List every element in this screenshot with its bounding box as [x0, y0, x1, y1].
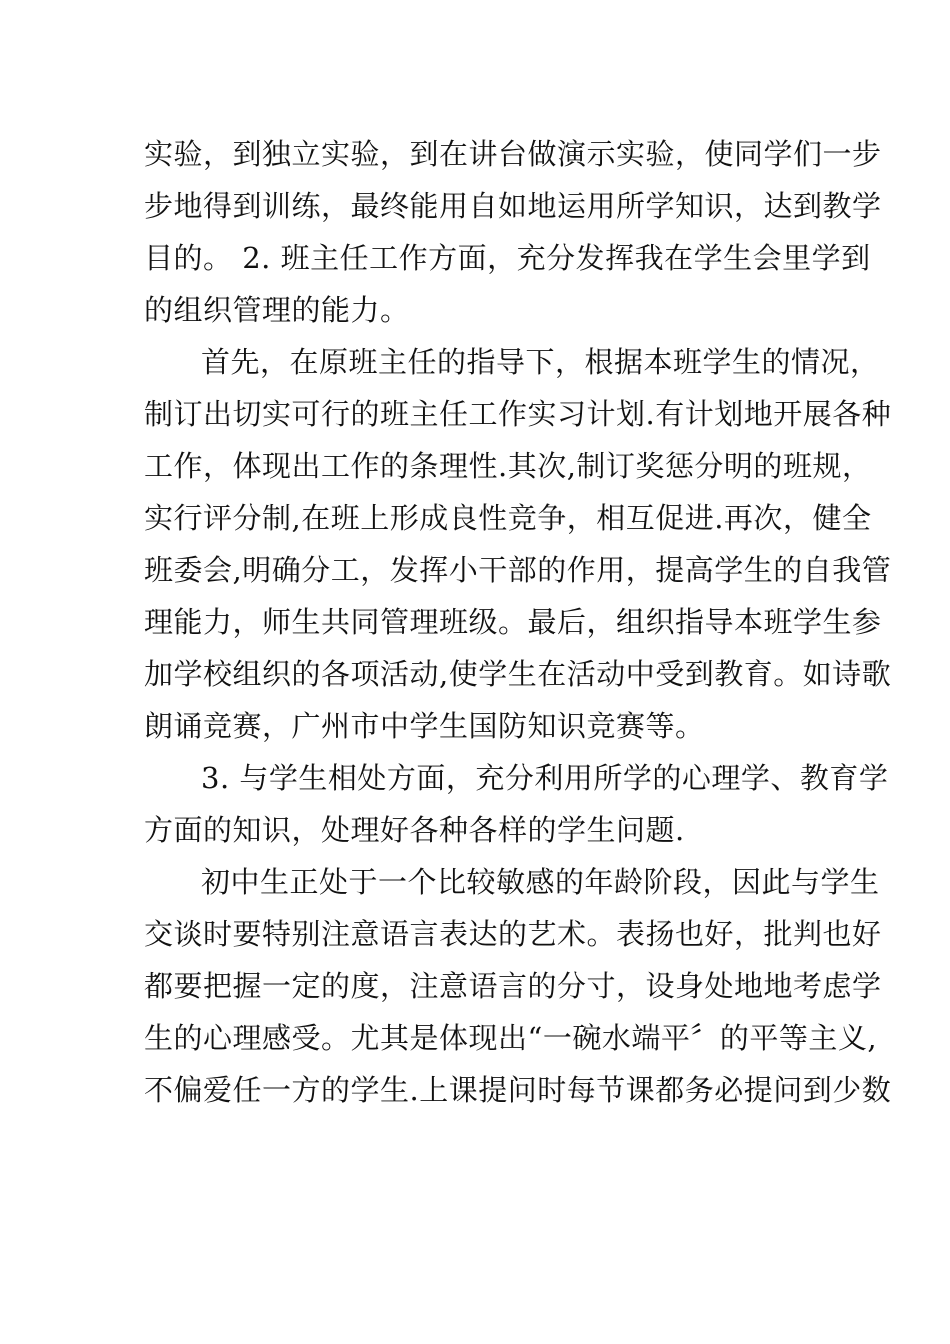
- text-line: 的组织管理的能力。: [144, 293, 410, 327]
- text-line: 方面的知识，处理好各种各样的学生问题.: [144, 813, 685, 847]
- text-line: 加学校组织的各项活动,使学生在活动中受到教育。如诗歌: [144, 657, 892, 691]
- text-line: 理能力，师生共同管理班级。最后，组织指导本班学生参: [144, 605, 882, 639]
- text-line: 制订出切实可行的班主任工作实习计划.有计划地开展各种: [144, 397, 892, 431]
- text-line: 实验，到独立实验，到在讲台做演示实验，使同学们一步: [144, 137, 882, 171]
- paragraph-first-line: 首先，在原班主任的指导下，根据本班学生的情况，: [201, 345, 880, 379]
- paragraph-first-line: 初中生正处于一个比较敏感的年龄阶段，因此与学生: [201, 865, 880, 899]
- body-text: [144, 128, 892, 1116]
- text-line: 生的心理感受。尤其是体现出“一碗水端平〞的平等主义,: [144, 1021, 878, 1055]
- text-line: 工作，体现出工作的条理性.其次,制订奖惩分明的班规，: [144, 449, 872, 483]
- text-line: 步地得到训练，最终能用自如地运用所学知识，达到教学: [144, 189, 882, 223]
- text-line: 不偏爱任一方的学生.上课提问时每节课都务必提问到少数: [144, 1073, 892, 1107]
- paragraph-first-line: 3. 与学生相处方面，充分利用所学的心理学、教育学: [201, 761, 889, 795]
- text-line: 实行评分制,在班上形成良性竞争，相互促进.再次，健全: [144, 501, 872, 535]
- text-line: 朗诵竞赛，广州市中学生国防知识竞赛等。: [144, 709, 705, 743]
- text-line: 交谈时要特别注意语言表达的艺术。表扬也好，批判也好: [144, 917, 882, 951]
- text-line: 班委会,明确分工，发挥小干部的作用，提高学生的自我管: [144, 553, 892, 587]
- text-line: 都要把握一定的度，注意语言的分寸，设身处地地考虑学: [144, 969, 882, 1003]
- text-line: 目的。 2. 班主任工作方面，充分发挥我在学生会里学到: [144, 241, 871, 275]
